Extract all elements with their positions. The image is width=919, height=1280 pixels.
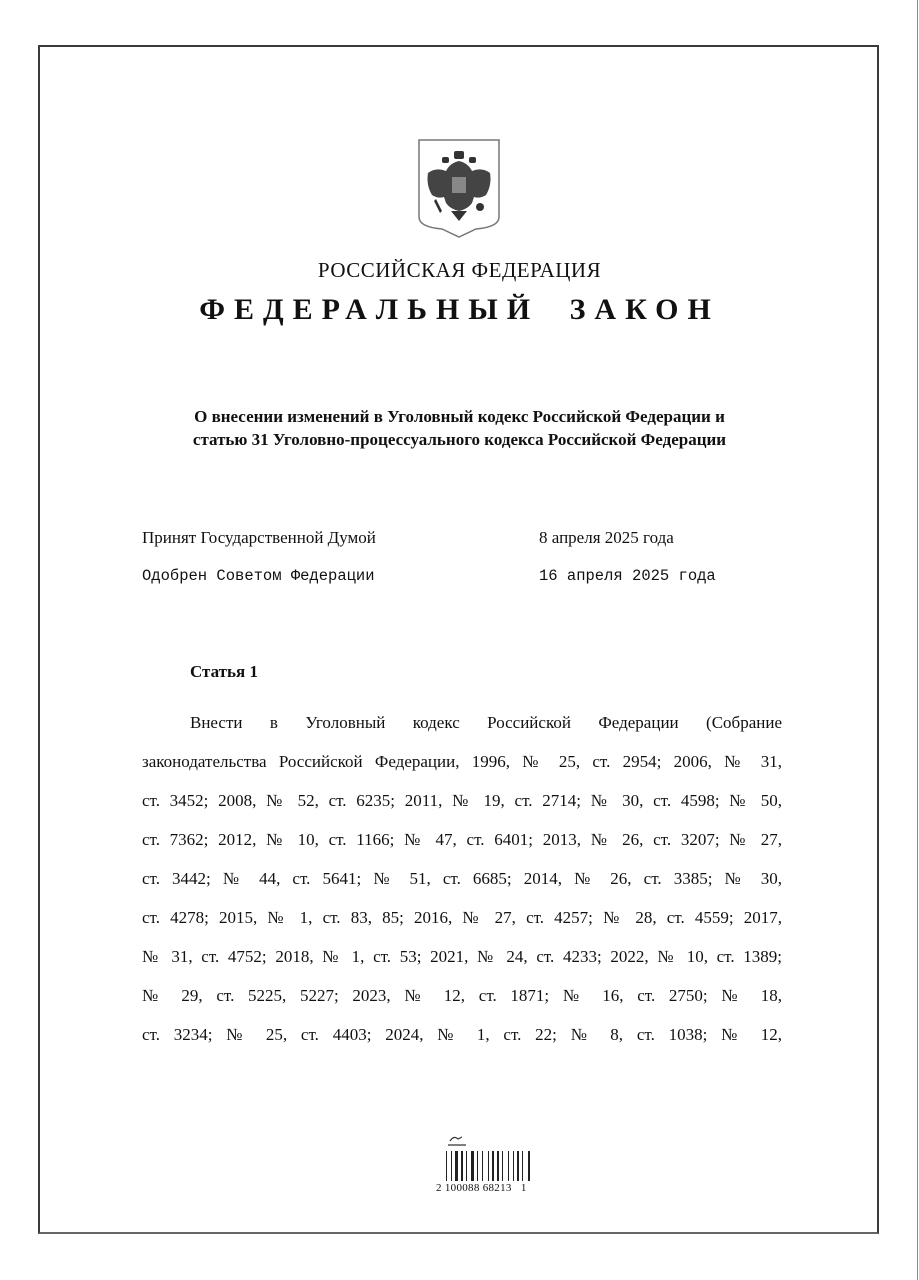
coat-of-arms-icon bbox=[416, 137, 502, 239]
body-line: ст. 3442; № 44, ст. 5641; № 51, ст. 6685; 2014, № 26, ст. 3385; № 30, bbox=[142, 869, 782, 888]
body-line: № 29, ст. 5225, 5227; 2023, № 12, ст. 1871; № 16, ст. 2750; № 18, bbox=[142, 986, 782, 1005]
law-title-line: О внесении изменений в Уголовный кодекс Российской Федерации и bbox=[194, 407, 725, 426]
body-line: законодательства Российской Федерации, 1996, № 25, ст. 2954; 2006, № 31, bbox=[142, 752, 782, 771]
law-type-heading: ФЕДЕРАЛЬНЫЙ ЗАКОН bbox=[199, 293, 720, 326]
law-title bbox=[100, 405, 819, 451]
country-heading: РОССИЙСКАЯ ФЕДЕРАЦИЯ bbox=[317, 258, 602, 282]
body-line: ст. 3234; № 25, ст. 4403; 2024, № 1, ст. 22; № 8, ст. 1038; № 12, bbox=[142, 1025, 782, 1044]
body-line: ст. 4278; 2015, № 1, ст. 83, 85; 2016, № 27, ст. 4257; № 28, ст. 4559; 2017, bbox=[142, 908, 782, 927]
approval-label: Одобрен Советом Федерации bbox=[142, 567, 375, 585]
body-line: ст. 7362; 2012, № 10, ст. 1166; № 47, ст. 6401; 2013, № 26, ст. 3207; № 27, bbox=[142, 830, 782, 849]
body-line: Внести в Уголовный кодекс Российской Федерации (Собрание bbox=[190, 713, 782, 732]
approval-date: 16 апреля 2025 года bbox=[539, 567, 716, 585]
adoption-date: 8 апреля 2025 года bbox=[539, 528, 674, 547]
article-title: Статья 1 bbox=[190, 662, 258, 681]
adoption-label: Принят Государственной Думой bbox=[142, 528, 376, 547]
barcode-number: 2 100088 68213 1 bbox=[436, 1182, 527, 1194]
body-line: № 31, ст. 4752; 2018, № 1, ст. 53; 2021, № 24, ст. 4233; 2022, № 10, ст. 1389; bbox=[142, 947, 782, 966]
viewer-edge-line bbox=[917, 0, 918, 1280]
body-line: ст. 3452; 2008, № 52, ст. 6235; 2011, № 19, ст. 2714; № 30, ст. 4598; № 50, bbox=[142, 791, 782, 810]
law-title-line: статью 31 Уголовно-процессуального кодекса Российской Федерации bbox=[192, 430, 727, 449]
article-body bbox=[142, 703, 782, 1054]
